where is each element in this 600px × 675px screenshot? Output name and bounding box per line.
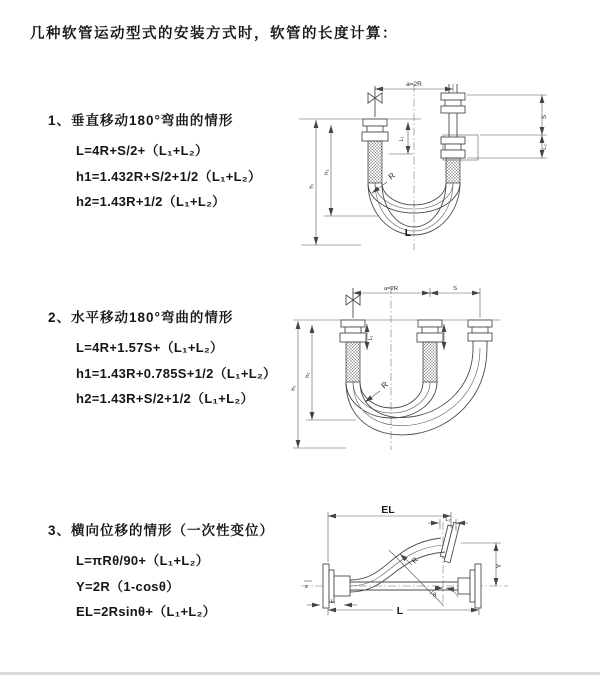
page-title: 几种软管运动型式的安装方式时，软管的长度计算： [30,26,398,42]
formula-h1: h1=1.43R+0.785S+1/2（L₁+L₂） [76,365,277,381]
dim-label-l1: L₁ [368,335,374,341]
section-vertical-movement [48,109,318,215]
dim-label-theta: θ [433,593,437,599]
radius-leader [400,554,420,565]
right-flange [458,564,481,608]
dimension-el [328,504,451,562]
middle-hose-end [417,320,443,382]
formula-length: L=πRθ/90+（L₁+L₂） [76,553,209,568]
dimension-a2r [353,286,430,297]
radius-leader [365,380,390,402]
section-3-heading: 3、横向位移的情形（一次性变位） [48,523,275,538]
formula-h1: h1=1.432R+S/2+1/2（L₁+L₂） [76,168,262,184]
dim-label-l2: L₂ [542,144,548,150]
dim-label-h1: h₁ [291,385,297,391]
formula-h2: h2=1.43R+1/2（L₁+L₂） [76,194,226,209]
upper-flange [439,521,459,562]
section-1-heading: 1、垂直移动180°弯曲的情形 [48,113,234,128]
valve-icon [346,288,360,318]
dimension-s [430,286,480,318]
dimension-l [328,605,479,617]
dimension-l1 [389,122,413,154]
centerline-mark: z [305,584,308,590]
dimension-l1 [307,599,357,605]
diagram-lateral-displacement [293,498,578,653]
dim-label-h2: h₂ [324,169,330,175]
left-hose-end [340,320,366,382]
diagram-horizontal-180-bend [288,280,558,460]
formula-h2: h2=1.43R+S/2+1/2（L₁+L₂） [76,391,254,406]
dim-label-h1: h₁ [309,183,315,189]
left-flange [323,564,350,608]
dim-label-r: R [379,379,390,391]
dim-label-l: L [404,227,412,239]
section-lateral-displacement [48,519,318,625]
dimension-h1 [291,321,346,448]
formula-y: Y=2R（1-cosθ） [76,578,180,594]
dim-label-s: S [453,286,457,292]
left-hose-end [362,119,388,183]
formula-length: L=4R+S/2+（L₁+L₂） [76,143,209,158]
right-hose-end [468,320,492,348]
right-hose-end [441,84,478,183]
dim-label-r: R [409,555,421,566]
formula-length: L=4R+1.57S+（L₁+L₂） [76,340,224,355]
dim-label-l1: L₁ [330,599,336,605]
dim-label-y: Y [494,563,503,569]
hose-u-bend [346,348,487,435]
dim-label-el: EL [381,504,395,516]
dim-label-a2r: a=2R [383,286,399,292]
valve-icon [368,86,382,117]
formula-el: EL=2Rsinθ+（L₁+L₂） [76,604,216,619]
dim-label-l1: L₁ [399,136,405,142]
dimension-s [467,95,548,158]
section-2-heading: 2、水平移动180°弯曲的情形 [48,310,234,325]
dim-label-a2r: a=2R [406,81,422,88]
hose-s-curve [350,538,445,592]
dim-label-s: S [541,114,548,120]
dim-label-l2: L₂ [445,517,451,523]
dim-label-r: R [386,170,397,182]
dim-label-l: L [396,605,404,617]
diagram-vertical-180-bend [293,76,553,256]
section-horizontal-movement [48,306,318,412]
dim-label-h2: h₂ [305,372,311,378]
centerline [299,84,421,250]
